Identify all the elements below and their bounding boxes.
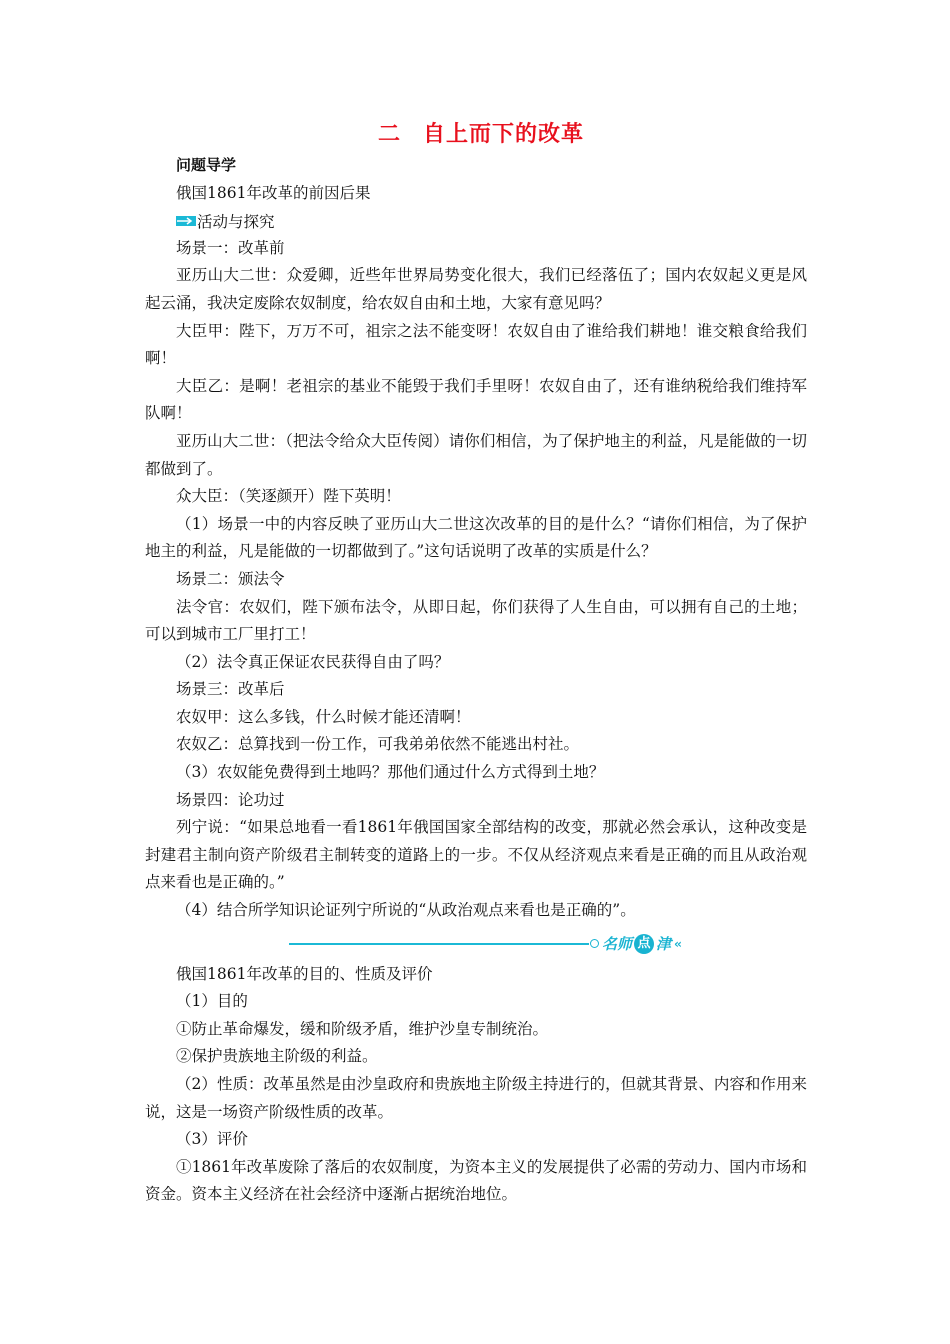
- activity-label: 活动与探究: [197, 212, 275, 231]
- topic-line: 俄国1861年改革的前因后果: [176, 183, 371, 202]
- paragraph: 场景一：改革前: [176, 238, 285, 257]
- question-paragraph: （1）场景一中的内容反映了亚历山大二世这次改革的目的是什么？“请你们相信，为了保护地主的利益，凡是能做的一切都做到了。”这句话说明了改革的实质是什么？: [145, 514, 807, 561]
- arrow-icon: [176, 214, 196, 228]
- paragraph: 场景四：论功过: [176, 790, 285, 809]
- page-title: [145, 118, 807, 152]
- summary-item: （2）性质：改革虽然是由沙皇政府和贵族地主阶级主持进行的，但就其背景、内容和作用来说，这是一场资产阶级性质的改革。: [145, 1075, 807, 1121]
- paragraph: 大臣乙：是啊！老祖宗的基业不能毁于我们手里呀！农奴自由了，还有谁纳税给我们维持军队啊！: [145, 376, 807, 423]
- summary-item: ②保护贵族地主阶级的利益。: [176, 1047, 378, 1066]
- double-chevron-left-icon: ‹‹: [674, 936, 680, 951]
- summary-item: ①防止革命爆发，缓和阶级矛盾，维护沙皇专制统治。: [176, 1019, 549, 1038]
- section-heading: 问题导学: [176, 156, 237, 174]
- badge-text-mid: 点: [634, 934, 654, 954]
- paragraph: 场景三：改革后: [176, 680, 285, 699]
- question-paragraph: （3）农奴能免费得到土地吗？那他们通过什么方式得到土地？: [176, 763, 605, 782]
- paragraph: 法令官：农奴们，陛下颁布法令，从即日起，你们获得了人生自由，可以拥有自己的土地；可以到城市工厂里打工！: [145, 597, 807, 644]
- paragraph: 亚历山大二世：（把法令给众大臣传阅）请你们相信，为了保护地主的利益，凡是能做的一切都做到了。: [145, 431, 807, 478]
- badge-text-post: 津: [656, 935, 672, 954]
- question-paragraph: （2）法令真正保证农民获得自由了吗？: [176, 652, 450, 671]
- title-number: 二: [377, 122, 401, 147]
- paragraph: 农奴甲：这么多钱，什么时候才能还清啊！: [176, 707, 471, 726]
- question-paragraph: （4）结合所学知识论证列宁所说的“从政治观点来看也是正确的”。: [176, 901, 636, 920]
- paragraph: 场景二：颁法令: [176, 569, 285, 588]
- paragraph: 列宁说：“如果总地看一看1861年俄国国家全部结构的改变，那就必然会承认，这种改变是封建君主制向资产阶级君主制转变的道路上的一步。不仅从经济观点来看是正确的而且从政治观点来看也是正确的。”: [145, 818, 807, 892]
- paragraph: 大臣甲：陛下，万万不可，祖宗之法不能变呀！农奴自由了谁给我们耕地！谁交粮食给我们啊！: [145, 321, 807, 368]
- paragraph: 亚历山大二世：众爱卿，近些年世界局势变化很大，我们已经落伍了；国内农奴起义更是风起云涌，我决定废除农奴制度，给农奴自由和土地，大家有意见吗？: [145, 266, 807, 312]
- title-text: 自上而下的改革: [423, 122, 585, 147]
- paragraph: 农奴乙：总算找到一份工作，可我弟弟依然不能逃出村社。: [176, 735, 580, 754]
- paragraph: 众大臣：（笑逐颜开）陛下英明！: [176, 487, 401, 506]
- badge-text-pre: 名师: [602, 935, 633, 954]
- teacher-tips-divider: [145, 931, 807, 961]
- divider-line: [289, 943, 589, 945]
- ring-icon: [590, 939, 599, 948]
- summary-item: ①1861年改革废除了落后的农奴制度，为资本主义的发展提供了必需的劳动力、国内市场和资金。资本主义经济在社会经济中逐渐占据统治地位。: [145, 1157, 807, 1204]
- summary-item: （3）评价: [176, 1130, 248, 1149]
- activity-header: [145, 207, 807, 235]
- summary-item: （1）目的: [176, 992, 248, 1011]
- summary-heading: 俄国1861年改革的目的、性质及评价: [176, 964, 433, 983]
- teacher-tips-badge: [590, 932, 680, 956]
- document-page: [145, 118, 807, 1209]
